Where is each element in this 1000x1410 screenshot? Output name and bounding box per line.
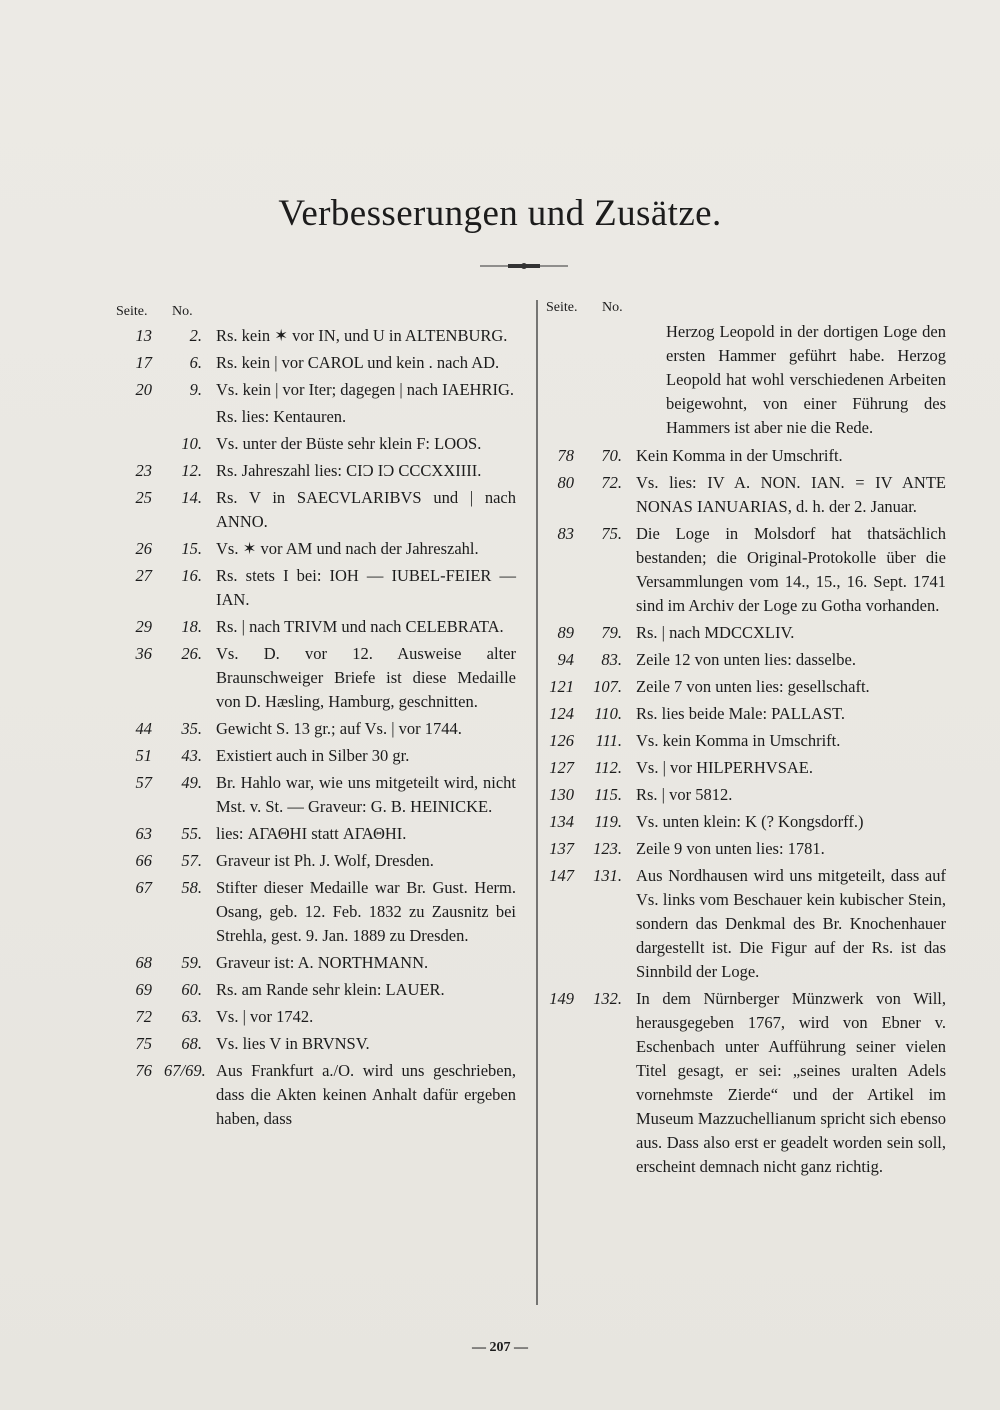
entry-number: 68.: [181, 1034, 202, 1053]
list-item: [116, 1032, 516, 1056]
entry-text: Vs. D. vor 12. Ausweise alter Braunschweiger Briefe ist diese Medaille von D. Hæsling, Hamburg, geschnitten.: [216, 644, 516, 711]
entry-page: 67: [135, 878, 152, 897]
entry-number: 83.: [601, 650, 622, 669]
entry-text: Vs. kein Komma in Umschrift.: [636, 731, 841, 750]
entry-page: 83: [557, 524, 574, 543]
list-item: [116, 378, 516, 402]
entry-number: 111.: [595, 731, 622, 750]
entry-number: 57.: [181, 851, 202, 870]
entry-number: 58.: [181, 878, 202, 897]
entry-number: 112.: [594, 758, 622, 777]
list-item: [116, 744, 516, 768]
list-item: [546, 729, 946, 753]
list-item: [546, 783, 946, 807]
entry-text: Vs. | vor HILPERHVSAE.: [636, 758, 814, 777]
entry-page: 66: [135, 851, 152, 870]
entry-number: 26.: [181, 644, 202, 663]
entry-text: Vs. unten klein: K (? Kongsdorff.): [636, 812, 864, 831]
entry-text: Vs. lies V in BRVNSV.: [216, 1034, 370, 1053]
entry-number: 107.: [593, 677, 622, 696]
entry-text: Rs. am Rande sehr klein: LAUER.: [216, 980, 445, 999]
entry-page: 36: [135, 644, 152, 663]
entry-text: Kein Komma in der Umschrift.: [636, 446, 843, 465]
list-item: [116, 324, 516, 348]
entry-number: 12.: [181, 461, 202, 480]
entry-page: 23: [135, 461, 152, 480]
entry-text: Graveur ist: A. NORTHMANN.: [216, 953, 429, 972]
page-title: Verbesserungen und Zusätze.: [278, 193, 722, 234]
entry-number: 6.: [189, 353, 202, 372]
entry-page: 13: [135, 326, 152, 345]
list-item: [116, 876, 516, 948]
entry-number: 9.: [189, 380, 202, 399]
entry-number: 49.: [181, 773, 202, 792]
entry-text: Rs. kein | vor CAROL und kein . nach AD.: [216, 353, 500, 372]
entry-number: 14.: [181, 488, 202, 507]
entry-number: 67/69.: [164, 1061, 206, 1080]
list-item: [546, 864, 946, 984]
left-entry-list: [116, 324, 516, 1131]
entry-text: Rs. lies beide Male: PALLAST.: [636, 704, 845, 723]
list-item: [546, 648, 946, 672]
entry-page: 17: [135, 353, 152, 372]
entry-text: Rs. Jahreszahl lies: CIƆ IƆ CCCXXIIII.: [216, 461, 482, 480]
left-column: [116, 302, 516, 1134]
list-item: [116, 771, 516, 819]
entry-page: 147: [549, 866, 574, 885]
list-item: [546, 756, 946, 780]
list-item: [116, 849, 516, 873]
entry-text: Vs. kein | vor Iter; dagegen | nach IAEHRIG.: [216, 380, 515, 399]
list-item: [116, 1059, 516, 1131]
entry-page: 68: [135, 953, 152, 972]
list-item: [546, 444, 946, 468]
entry-text: Vs. unter der Büste sehr klein F: LOOS.: [216, 434, 482, 453]
entry-text: In dem Nürnberger Münzwerk von Will, herausgegeben 1767, wird von Ebner v. Eschenbach unter Aufführung seiner vielen Titel gesagt, er sei: „seines uralten Adels vornehmste Zierde“ und der Artikel im Museum Mazzuchellianum spricht sich ebenso aus. Dass also erst er geadelt worden sein soll, erscheint demnach nicht ganz richtig.: [636, 989, 946, 1176]
entry-page: 126: [549, 731, 574, 750]
entry-text: Vs. lies: IV A. NON. IAN. = IV ANTE NONAS IANUARIAS, d. h. der 2. Januar.: [636, 473, 946, 516]
entry-number: 70.: [601, 446, 622, 465]
entry-page: 26: [135, 539, 152, 558]
entry-page: 72: [135, 1007, 152, 1026]
list-item: [116, 1005, 516, 1029]
entry-text: Zeile 12 von unten lies: dasselbe.: [636, 650, 856, 669]
list-item: [116, 564, 516, 612]
list-item: [116, 717, 516, 741]
entry-page: 51: [135, 746, 152, 765]
entry-number: 2.: [189, 326, 202, 345]
list-item: [116, 432, 516, 456]
entry-page: 80: [557, 473, 574, 492]
entry-page: 94: [557, 650, 574, 669]
entry-text: Graveur ist Ph. J. Wolf, Dresden.: [216, 851, 434, 870]
entry-page: 76: [135, 1061, 152, 1080]
entry-number: 35.: [181, 719, 202, 738]
list-item: [116, 351, 516, 375]
entry-text: lies: ΑΓΑΘΗΙ statt ΑΓΑΘΗΙ.: [216, 824, 407, 843]
title-ornament: [480, 262, 568, 270]
list-item: [116, 615, 516, 639]
entry-page: 63: [135, 824, 152, 843]
list-item: [546, 621, 946, 645]
entry-number: 10.: [181, 434, 202, 453]
entry-text: Gewicht S. 13 gr.; auf Vs. | vor 1744.: [216, 719, 462, 738]
seite-header: Seite.: [116, 304, 148, 319]
right-column: [546, 298, 946, 1182]
list-item: [546, 471, 946, 519]
entry-number: 132.: [593, 989, 622, 1008]
entry-text: Zeile 9 von unten lies: 1781.: [636, 839, 825, 858]
entry-number: 110.: [594, 704, 622, 723]
list-item: [546, 522, 946, 618]
entry-text: Stifter dieser Medaille war Br. Gust. Herm. Osang, geb. 12. Feb. 1832 zu Zausnitz bei Strehla, gest. 9. Jan. 1889 zu Dresden.: [216, 878, 516, 945]
entry-text: Rs. kein ✶ vor IN, und U in ALTENBURG.: [216, 326, 508, 345]
entry-text: Aus Nordhausen wird uns mitgeteilt, dass auf Vs. links vom Beschauer kein kubischer Stein, sondern das Denkmal des Br. Knochenhauer dargestellt ist. Die Figur auf der Rs. ist das Sinnbild der Loge.: [636, 866, 946, 981]
entry-page: 29: [135, 617, 152, 636]
entry-text: Rs. | nach MDCCXLIV.: [636, 623, 795, 642]
entry-text: Zeile 7 von unten lies: gesellschaft.: [636, 677, 870, 696]
no-header: No.: [172, 304, 193, 319]
entry-number: 75.: [601, 524, 622, 543]
entry-text: Rs. lies: Kentauren.: [216, 407, 347, 426]
entry-number: 72.: [601, 473, 622, 492]
entry-number: 123.: [593, 839, 622, 858]
list-item: [546, 837, 946, 861]
entry-page: 127: [549, 758, 574, 777]
entry-text: Vs. ✶ vor AM und nach der Jahreszahl.: [216, 539, 479, 558]
list-item: [116, 405, 516, 429]
entry-page: 75: [135, 1034, 152, 1053]
list-item: [546, 702, 946, 726]
entry-page: 27: [135, 566, 152, 585]
entry-page: 137: [549, 839, 574, 858]
entry-text: Br. Hahlo war, wie uns mitgeteilt wird, nicht Mst. v. St. — Graveur: G. B. HEINICKE.: [216, 773, 516, 816]
entry-page: 78: [557, 446, 574, 465]
entry-text: Rs. V in SAECVLARIBVS und | nach ANNO.: [216, 488, 516, 531]
list-item: [546, 987, 946, 1179]
entry-number: 59.: [181, 953, 202, 972]
list-item: [116, 642, 516, 714]
entry-page: 89: [557, 623, 574, 642]
entry-text: Rs. stets I bei: IOH — IUBEL-FEIER — IAN.: [216, 566, 516, 609]
column-header-right: [546, 298, 946, 318]
entry-number: 16.: [181, 566, 202, 585]
list-item: [116, 459, 516, 483]
list-item: [116, 822, 516, 846]
entry-number: 79.: [601, 623, 622, 642]
entry-number: 18.: [181, 617, 202, 636]
entry-number: 115.: [594, 785, 622, 804]
entry-page: 121: [549, 677, 574, 696]
entry-number: 131.: [593, 866, 622, 885]
list-item: [116, 486, 516, 534]
list-item: [546, 810, 946, 834]
entry-page: 20: [135, 380, 152, 399]
entry-page: 44: [135, 719, 152, 738]
entry-page: 124: [549, 704, 574, 723]
column-divider: [536, 300, 538, 1305]
entry-number: 119.: [594, 812, 622, 831]
entry-text: Die Loge in Molsdorf hat thatsächlich bestanden; die Original-Protokolle über die Versammlungen vom 14., 15., 16. Sept. 1741 sind im Archiv der Loge zu Gotha vorhanden.: [636, 524, 946, 615]
right-entry-list: [546, 444, 946, 1179]
entry-number: 43.: [181, 746, 202, 765]
entry-text: Aus Frankfurt a./O. wird uns geschrieben, dass die Akten keinen Anhalt dafür ergeben haben, dass: [216, 1061, 516, 1128]
entry-text: Rs. | nach TRIVM und nach CELEBRATA.: [216, 617, 504, 636]
list-item: [116, 951, 516, 975]
entry-number: 60.: [181, 980, 202, 999]
entry-page: 69: [135, 980, 152, 999]
list-item: [546, 675, 946, 699]
entry-page: 130: [549, 785, 574, 804]
seite-header: Seite.: [546, 300, 578, 315]
entry-page: 149: [549, 989, 574, 1008]
entry-text: Existiert auch in Silber 30 gr.: [216, 746, 410, 765]
entry-number: 63.: [181, 1007, 202, 1026]
list-item: [116, 978, 516, 1002]
entry-text: Rs. | vor 5812.: [636, 785, 733, 804]
entry-page: 57: [135, 773, 152, 792]
page-number: — 207 —: [472, 1340, 528, 1355]
entry-page: 134: [549, 812, 574, 831]
entry-number: 55.: [181, 824, 202, 843]
list-item: [116, 537, 516, 561]
entry-number: 15.: [181, 539, 202, 558]
continued-text: Herzog Leopold in der dortigen Loge den ersten Hammer geführt habe. Herzog Leopold hat wohl verschiedenen Arbeiten beigewohnt, von einer Führung des Hammers ist aber nie die Rede.: [666, 322, 946, 437]
entry-text: Vs. | vor 1742.: [216, 1007, 314, 1026]
no-header: No.: [602, 300, 623, 315]
entry-page: 25: [135, 488, 152, 507]
column-header-left: [116, 302, 516, 322]
